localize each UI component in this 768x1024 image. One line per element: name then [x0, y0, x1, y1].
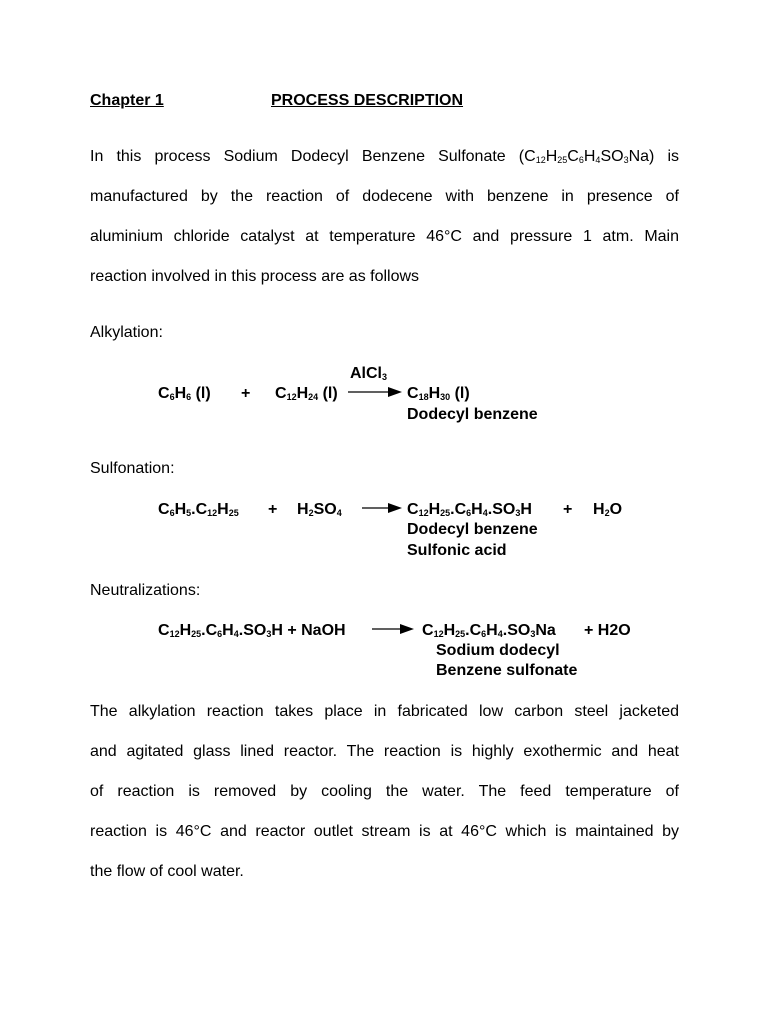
text: H: [297, 501, 309, 518]
subscript: 6: [169, 508, 175, 518]
neutralization-product-name-2: Benzene sulfonate: [436, 662, 578, 679]
chapter-title: PROCESS DESCRIPTION: [271, 92, 464, 109]
text: SO: [313, 501, 337, 518]
subscript: 4: [233, 629, 239, 639]
text: Na: [535, 622, 556, 639]
alkylation-product-name: Dodecyl benzene: [407, 406, 538, 423]
text: H: [174, 501, 187, 518]
text: H: [428, 385, 441, 402]
subscript: 24: [308, 392, 319, 402]
subscript: 2: [604, 508, 610, 518]
sulfonation-label: Sulfonation:: [90, 460, 175, 477]
text: .SO: [238, 622, 267, 639]
subscript: 12: [207, 508, 218, 518]
subscript: 4: [595, 155, 601, 165]
text: H: [174, 385, 187, 402]
text: .C: [465, 622, 482, 639]
text: H: [217, 501, 229, 518]
closing-line-5: the flow of cool water.: [90, 863, 244, 880]
alkylation-product: [407, 385, 470, 403]
intro-paragraph: [90, 148, 679, 308]
neutralization-label: Neutralizations:: [90, 582, 201, 599]
subscript: 3: [515, 508, 521, 518]
subscript: 12: [286, 392, 297, 402]
text: H: [179, 622, 192, 639]
text: .SO: [502, 622, 531, 639]
intro-line-4: reaction involved in this process are as follows: [90, 268, 420, 285]
subscript: 18: [418, 392, 429, 402]
text: H: [222, 622, 234, 639]
text: C: [567, 148, 579, 165]
text: H + NaOH: [271, 622, 346, 639]
text: C: [407, 385, 419, 402]
neutralization-reactants: [158, 622, 346, 640]
text: H: [471, 501, 483, 518]
sulfonation-reactant-1: [158, 501, 239, 519]
subscript: 6: [186, 392, 192, 402]
catalyst-label: [350, 365, 387, 383]
sulfonation-reactant-2: [297, 501, 342, 519]
text: H: [545, 148, 558, 165]
text: C: [158, 385, 170, 402]
reaction-arrow-icon: [362, 502, 402, 514]
subscript: 6: [481, 629, 487, 639]
text: H: [428, 501, 441, 518]
subscript: 12: [169, 629, 180, 639]
neutralization-plus-water: + H2O: [584, 622, 631, 639]
reaction-arrow-icon: [372, 623, 414, 635]
reaction-arrow-icon: [348, 386, 403, 398]
subscript: 4: [336, 508, 342, 518]
text: (l): [191, 385, 211, 402]
alkylation-label: Alkylation:: [90, 324, 163, 341]
closing-paragraph: [90, 703, 679, 903]
text: C: [158, 622, 170, 639]
text: C: [158, 501, 170, 518]
sulfonation-plus-1: +: [268, 501, 278, 518]
subscript: 3: [530, 629, 536, 639]
chapter-number: Chapter 1: [90, 92, 164, 109]
closing-line-3: of reaction is removed by cooling the water. The feed temperature of: [90, 783, 679, 800]
text: .SO: [487, 501, 516, 518]
text: C: [275, 385, 287, 402]
alkylation-reactant-2: [275, 385, 338, 403]
text: C: [422, 622, 434, 639]
closing-line-1: The alkylation reaction takes place in fabricated low carbon steel jacketed: [90, 703, 679, 720]
subscript: 30: [440, 392, 451, 402]
sulfonation-plus-2: +: [563, 501, 573, 518]
neutralization-product: [422, 622, 556, 640]
subscript: 25: [440, 508, 451, 518]
subscript: 3: [623, 155, 629, 165]
sulfonation-water: [593, 501, 622, 519]
neutralization-product-name-1: Sodium dodecyl: [436, 642, 560, 659]
text: (l): [450, 385, 470, 402]
subscript: 25: [228, 508, 239, 518]
text: C: [407, 501, 419, 518]
text: .C: [450, 501, 467, 518]
subscript: 5: [186, 508, 192, 518]
closing-line-2: and agitated glass lined reactor. The reaction is highly exothermic and heat: [90, 743, 679, 760]
subscript: 12: [418, 508, 429, 518]
text: H: [443, 622, 456, 639]
text: H: [296, 385, 309, 402]
intro-line-3: aluminium chloride catalyst at temperature 46°C and pressure 1 atm. Main: [90, 228, 679, 245]
subscript: 25: [191, 629, 202, 639]
subscript: 25: [455, 629, 466, 639]
subscript: 6: [217, 629, 223, 639]
subscript: 12: [535, 155, 546, 165]
subscript: 3: [382, 372, 388, 382]
alkylation-plus: +: [241, 385, 251, 402]
text: (l): [318, 385, 338, 402]
subscript: 6: [578, 155, 584, 165]
subscript: 12: [433, 629, 444, 639]
intro-line-2: manufactured by the reaction of dodecene with benzene in presence of: [90, 188, 679, 205]
sulfonation-product-name-1: Dodecyl benzene: [407, 521, 538, 538]
alkylation-reactant-1: [158, 385, 211, 403]
text: .C: [191, 501, 208, 518]
text: H: [520, 501, 532, 518]
sulfonation-product: [407, 501, 532, 519]
text: O: [609, 501, 623, 518]
text: SO: [600, 148, 624, 165]
sulfonation-product-name-2: Sulfonic acid: [407, 542, 507, 559]
text: Na) is: [628, 148, 680, 165]
text: AlCl: [350, 365, 382, 382]
text: H: [486, 622, 498, 639]
text: H: [583, 148, 596, 165]
subscript: 25: [557, 155, 568, 165]
subscript: 3: [266, 629, 272, 639]
text: .C: [201, 622, 218, 639]
text: In this process Sodium Dodecyl Benzene Sulfonate (C: [90, 148, 536, 165]
intro-line-1: [90, 148, 679, 188]
subscript: 6: [169, 392, 175, 402]
subscript: 4: [497, 629, 503, 639]
subscript: 6: [466, 508, 472, 518]
text: H: [593, 501, 605, 518]
subscript: 4: [482, 508, 488, 518]
subscript: 2: [308, 508, 314, 518]
closing-line-4: reaction is 46°C and reactor outlet stream is at 46°C which is maintained by: [90, 823, 679, 840]
